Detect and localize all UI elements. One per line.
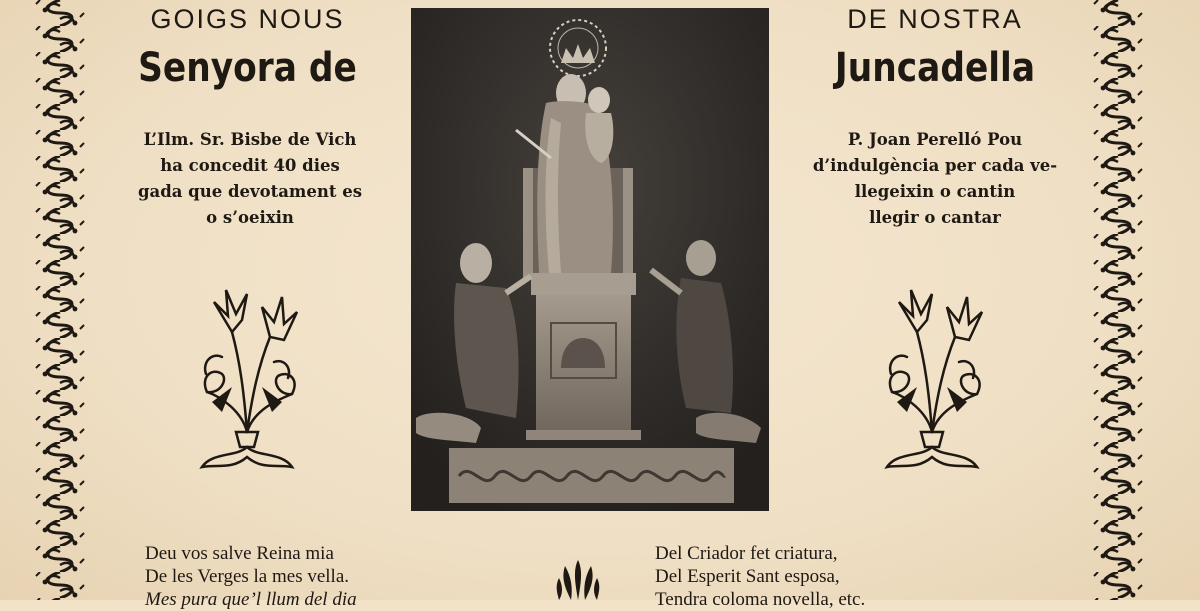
left-indulgence-note: [105, 127, 395, 231]
note-line: llegeixin o cantin: [854, 182, 1016, 201]
note-line: o s’oeixin: [206, 208, 294, 227]
left-small-heading: GOIGS NOUS: [150, 4, 345, 34]
verse-line: Deu vos salve Reina mia: [145, 543, 334, 564]
verse-line: Del Criador fet criatura,: [655, 543, 838, 564]
right-small-heading: DE NOSTRA: [847, 4, 1023, 34]
right-indulgence-note: [790, 127, 1080, 231]
floral-ornament-icon: [553, 558, 603, 600]
left-verse: [145, 542, 357, 611]
verse-line: Mes pura que’l llum del dia: [145, 589, 357, 610]
right-big-heading: Juncadella: [834, 45, 1036, 91]
right-lily-vase-icon: [877, 282, 987, 477]
right-verse: [655, 542, 865, 611]
virgin-statue-photo: [411, 8, 769, 511]
verse-line: De les Verges la mes vella.: [145, 566, 350, 587]
note-line: ha concedit 40 dies: [160, 156, 340, 175]
left-big-heading: Senyora de: [138, 45, 357, 91]
verse-line: Del Esperit Sant esposa,: [655, 566, 840, 587]
note-line: llegir o cantar: [869, 208, 1001, 227]
note-line: d’indulgència per cada ve-: [812, 156, 1058, 175]
left-lily-vase-icon: [192, 282, 302, 477]
note-line: L’Ilm. Sr. Bisbe de Vich: [143, 130, 357, 149]
right-ornamental-border-icon: [1088, 0, 1148, 600]
note-line: P. Joan Perelló Pou: [847, 130, 1023, 149]
note-line: gada que devotament es: [137, 182, 363, 201]
verse-line: Tendra coloma novella, etc.: [655, 589, 866, 610]
left-ornamental-border-icon: [30, 0, 90, 600]
